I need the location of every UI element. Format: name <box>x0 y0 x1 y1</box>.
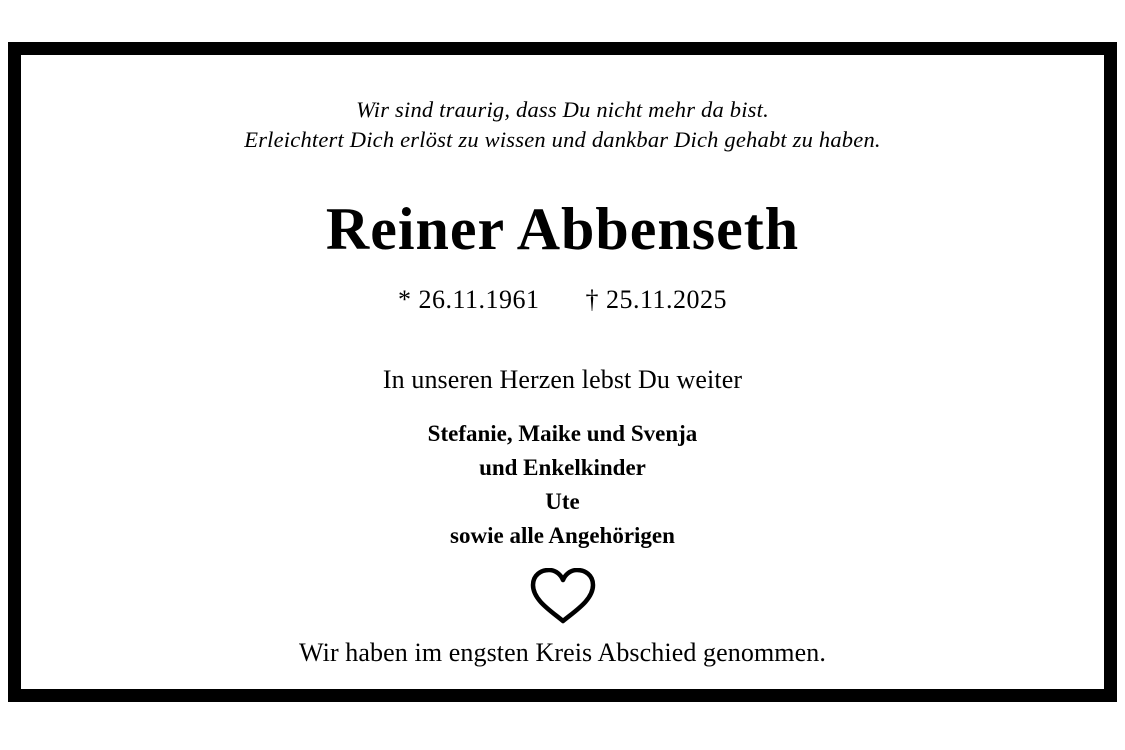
heart-icon <box>525 568 601 624</box>
verse-block <box>244 95 880 154</box>
birth-date: * 26.11.1961 <box>397 285 540 315</box>
closing-line: Wir haben im engsten Kreis Abschied genommen. <box>299 637 826 667</box>
deceased-name: Reiner Abbenseth <box>325 196 800 263</box>
survivor-line-4: sowie alle Angehörigen <box>450 523 675 549</box>
verse-line-1: Wir sind traurig, dass Du nicht mehr da bist. <box>356 97 769 122</box>
survivor-line-2: und Enkelkinder <box>479 455 646 481</box>
verse-line-2: Erleichtert Dich erlöst zu wissen und dankbar Dich gehabt zu haben. <box>244 126 881 152</box>
death-date: † 25.11.2025 <box>585 285 728 315</box>
survivor-line-1: Stefanie, Maike und Svenja <box>427 421 698 447</box>
life-dates <box>398 285 727 315</box>
heart-icon-container <box>525 568 601 624</box>
survivors-block <box>428 417 698 553</box>
memory-line: In unseren Herzen lebst Du weiter <box>382 365 743 395</box>
obituary-notice <box>8 42 1117 702</box>
survivor-line-3: Ute <box>545 489 580 515</box>
obituary-content <box>21 55 1104 689</box>
